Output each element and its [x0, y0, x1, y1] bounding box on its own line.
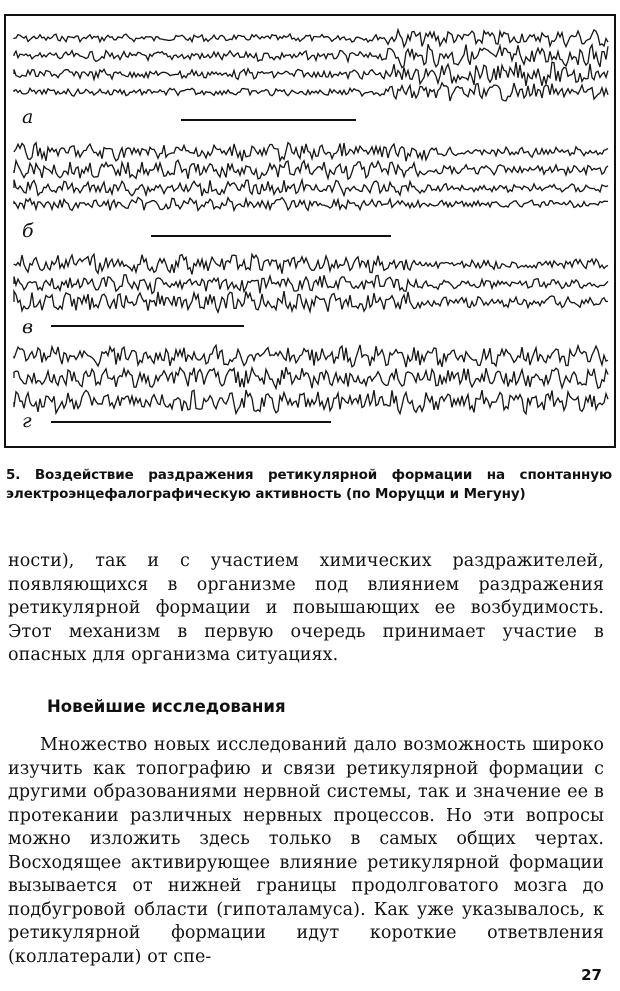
eeg-trace: [14, 30, 608, 47]
eeg-trace: [14, 180, 608, 196]
eeg-trace: [14, 390, 608, 414]
paragraph-2: Множество новых исследований дало возможность широко изучить как топографию и связи ретикулярной формации с другими образованиями нервной системы, так и значение ее в протекании различных нервных процессов. Но эти вопросы можно изложить здесь только в самых общих чертах. Восходящее активирующее влияние ретикулярной формации вызывается от нижней границы продолговатого мозга до подбугровой области (гипоталамуса). Как уже указывалось, к ретикулярной формации идут короткие ответвления (коллатерали) от спе-: [8, 735, 604, 967]
panel-label-v: в: [22, 316, 34, 338]
eeg-trace: [14, 275, 608, 294]
eeg-trace: [14, 367, 608, 388]
eeg-trace: [14, 291, 608, 312]
figure-caption: 5. Воздействие раздражения ретикулярной формации на спонтанную электроэнцефалографическую активность (по Моруцци и Мегуну): [6, 467, 612, 502]
panel-label-g: г: [22, 410, 32, 432]
eeg-trace: [14, 62, 608, 86]
eeg-trace: [14, 44, 608, 67]
page-number: 27: [581, 966, 602, 984]
eeg-trace: [14, 83, 608, 101]
paragraph-1: ности), так и с участием химических раздражителей, появляющихся в организме под влиянием раздражения ретикулярной формации и повышающих ее возбудимость. Этот механизм в первую очередь принимает участие в опасных для организма ситуациях.: [8, 551, 604, 665]
section-heading: Новейшие исследования: [47, 697, 286, 716]
eeg-trace: [14, 254, 608, 274]
eeg-trace: [14, 143, 608, 162]
panel-label-b: б: [22, 220, 34, 242]
eeg-figure: [4, 14, 616, 448]
eeg-trace: [14, 345, 608, 367]
eeg-trace: [14, 197, 608, 210]
eeg-traces: [6, 16, 614, 446]
eeg-trace: [14, 160, 608, 179]
panel-label-a: а: [22, 106, 34, 128]
